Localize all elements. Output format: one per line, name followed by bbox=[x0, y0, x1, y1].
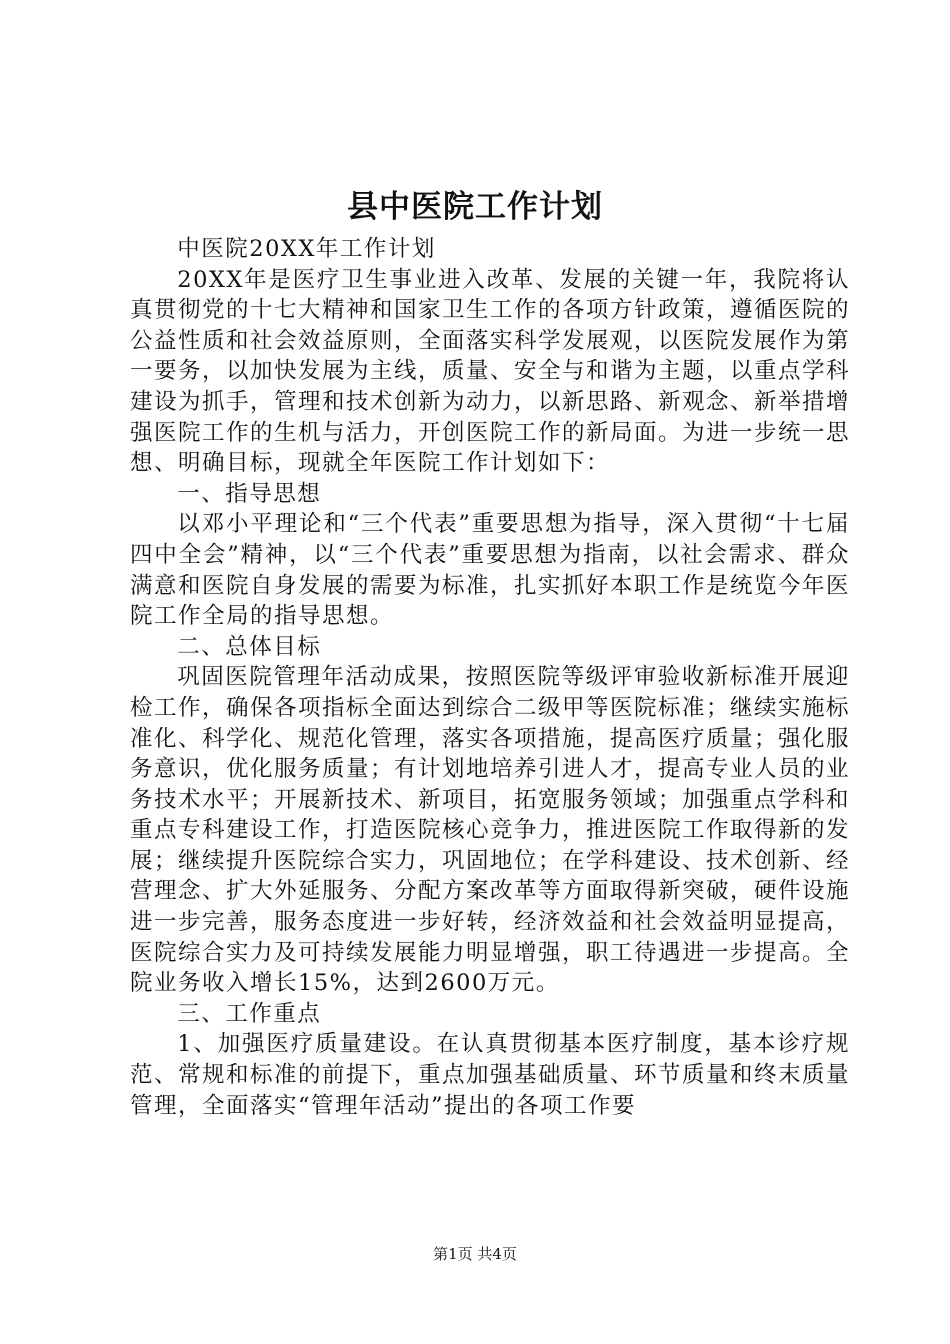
paragraph-overall-goals: 巩固医院管理年活动成果，按照医院等级评审验收新标准开展迎检工作，确保各项指标全面达到综合二级甲等医院标准；继续实施标准化、科学化、规范化管理，落实各项措施，提高医疗质量；强化服务意识，优化服务质量；有计划地培养引进人才，提高专业人员的业务技术水平；开展新技术、新项目，拓宽服务领域；加强重点学科和重点专科建设工作，打造医院核心竞争力，推进医院工作取得新的发展；继续提升医院综合实力，巩固地位；在学科建设、技术创新、经营理念、扩大外延服务、分配方案改革等方面取得新突破，硬件设施进一步完善，服务态度进一步好转，经济效益和社会效益明显提高，医院综合实力及可持续发展能力明显增强，职工待遇进一步提高。全院业务收入增长15%，达到2600万元。 bbox=[130, 664, 851, 997]
paragraph-guiding-ideology: 以邓小平理论和“三个代表”重要思想为指导，深入贯彻“十七届四中全会”精神，以“三个代表”重要思想为指南，以社会需求、群众满意和医院自身发展的需要为标准，扎实抓好本职工作是统览今年医院工作全局的指导思想。 bbox=[130, 511, 851, 630]
paragraph-work-focus-1: 1、加强医疗质量建设。在认真贯彻基本医疗制度，基本诊疗规范、常规和标准的前提下，重点加强基础质量、环节质量和终末质量管理，全面落实“管理年活动”提出的各项工作要 bbox=[130, 1031, 851, 1119]
section-heading-work-focus: 三、工作重点 bbox=[177, 1000, 322, 1027]
page-footer: 第1页 共4页 bbox=[433, 1245, 517, 1263]
paragraph-intro: 20XX年是医疗卫生事业进入改革、发展的关键一年，我院将认真贯彻党的十七大精神和国家卫生工作的各项方针政策，遵循医院的公益性质和社会效益原则，全面落实科学发展观，以医院发展作为第一要务，以加快发展为主线，质量、安全与和谐为主题，以重点学科建设为抓手，管理和技术创新为动力，以新思路、新观念、新举措增强医院工作的生机与活力，开创医院工作的新局面。为进一步统一思想、明确目标，现就全年医院工作计划如下： bbox=[130, 266, 851, 477]
section-heading-overall-goals: 二、总体目标 bbox=[177, 633, 322, 660]
paragraph-plan-heading: 中医院20XX年工作计划 bbox=[177, 236, 436, 262]
document-title: 县中医院工作计划 bbox=[347, 189, 603, 225]
section-heading-guiding-ideology: 一、指导思想 bbox=[177, 480, 322, 507]
document-body bbox=[130, 234, 850, 1121]
